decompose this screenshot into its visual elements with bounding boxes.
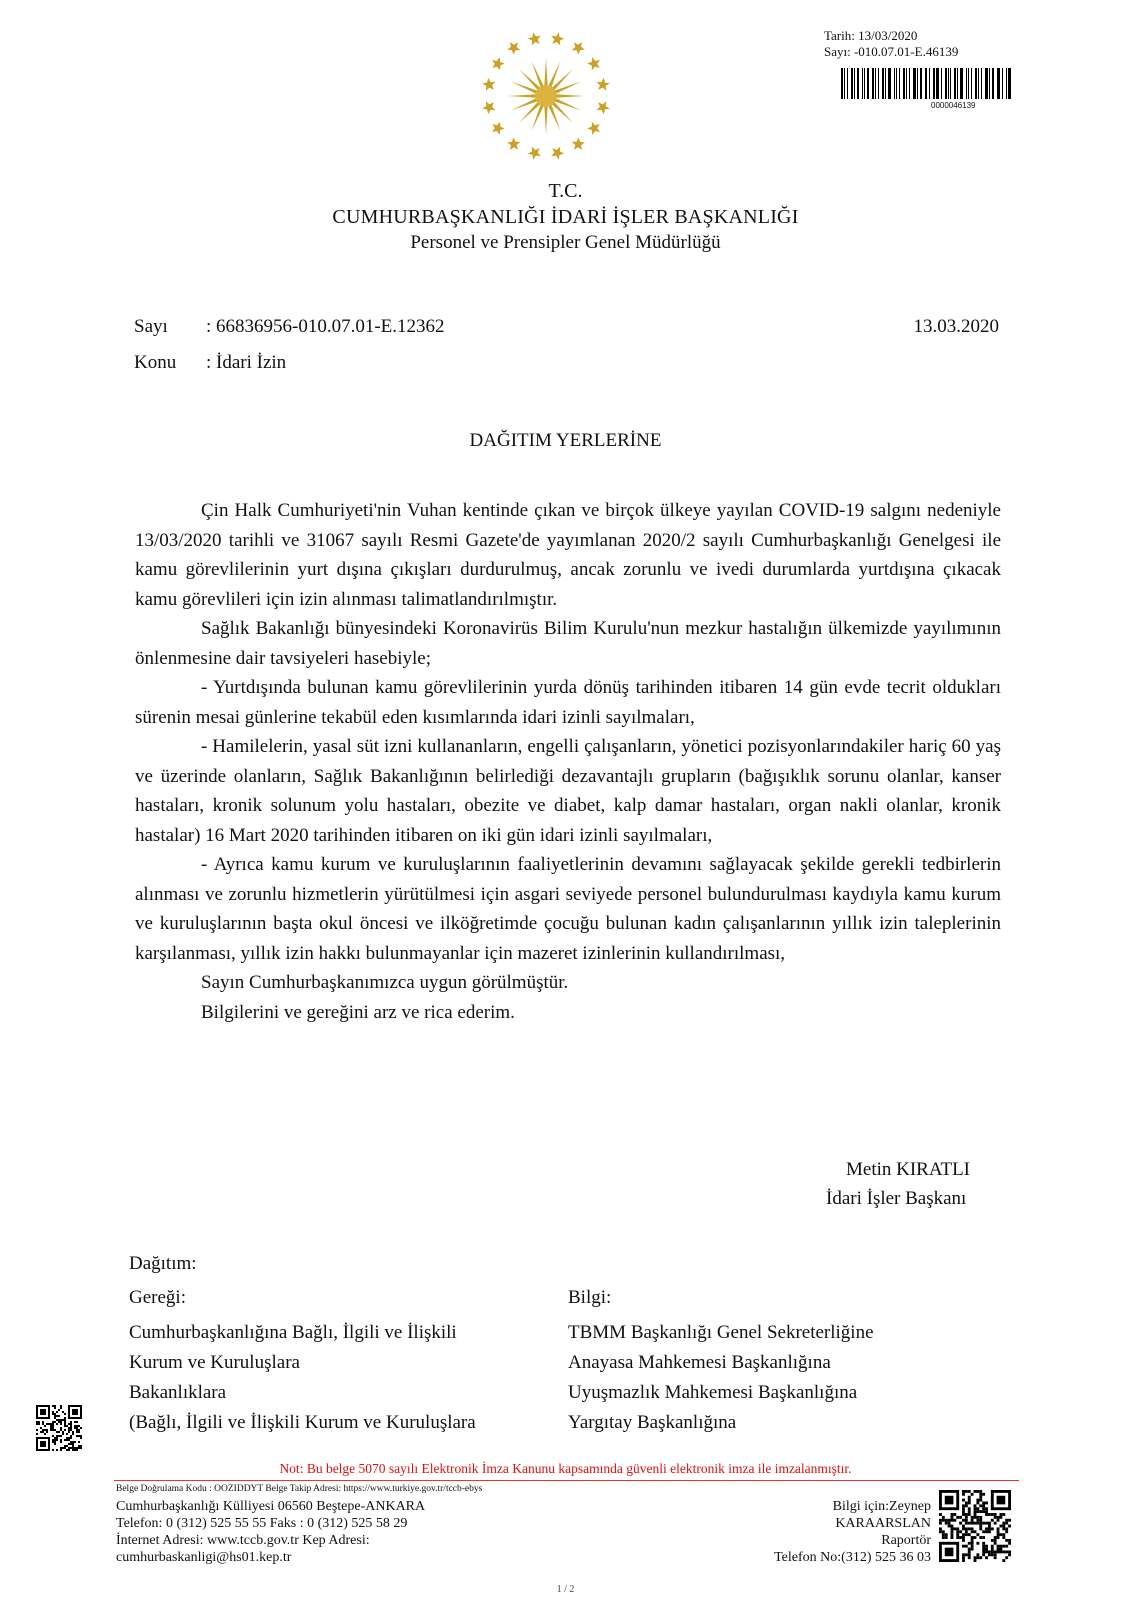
info-label: Bilgi için:Zeynep	[832, 1499, 931, 1514]
paragraph-7: Bilgilerini ve gereğini arz ve rica ederim.	[201, 1001, 515, 1023]
star-icon	[551, 32, 564, 45]
star-icon	[587, 122, 600, 135]
star-icon	[551, 147, 564, 160]
star-icon	[572, 137, 585, 150]
list-item: Uyuşmazlık Mahkemesi Başkanlığına	[568, 1382, 858, 1403]
divider-line	[114, 1480, 1019, 1481]
konu-value: : İdari İzin	[206, 352, 287, 373]
star-icon	[482, 78, 495, 91]
list-item: Cumhurbaşkanlığına Bağlı, İlgili ve İlişkili	[129, 1322, 457, 1343]
barcode	[841, 68, 1013, 99]
signature-title: İdari İşler Başkanı	[826, 1188, 967, 1209]
document-stamp	[824, 28, 1024, 60]
paragraph-1: Çin Halk Cumhuriyeti'nin Vuhan kentinde çıkan ve birçok ülkeye yayılan COVID-19 salgını nedeniyle 13/03/2020 tarihli ve 31067 sayılı Resmi Gazete'de yayımlanan 2020/2 sayılı Cumhurbaşkanlığı Genelgesi ile kamu görevlilerinin yurt dışına çıkışları durdurulmuş, ancak zorunlu ve ivedi durumlarda yurtdışına çıkacak kamu görevlileri için izin alınması talimatlandırılmıştır.	[135, 500, 1001, 610]
star-icon	[587, 57, 600, 70]
list-item: TBMM Başkanlığı Genel Sekreterliğine	[568, 1322, 874, 1343]
star-icon	[492, 57, 505, 70]
letter-body	[135, 496, 1001, 1027]
list-item: Anayasa Mahkemesi Başkanlığına	[568, 1352, 831, 1373]
star-icon	[597, 101, 610, 114]
info-phone: Telefon No:(312) 525 36 03	[774, 1550, 931, 1565]
paragraph-6: Sayın Cumhurbaşkanımızca uygun görülmüştür.	[201, 972, 569, 993]
qr-code-left	[36, 1405, 82, 1451]
stamp-number: Sayı: -010.07.01-E.46139	[824, 44, 959, 59]
konu-label: Konu	[134, 352, 177, 373]
signature-name: Metin KIRATLI	[846, 1159, 971, 1180]
info-name: KARAARSLAN	[835, 1516, 931, 1531]
qr-code-right	[939, 1490, 1011, 1562]
star-icon	[482, 101, 495, 114]
bilgi-list	[568, 1318, 1008, 1438]
list-item: Yargıtay Başkanlığına	[568, 1412, 737, 1433]
footer-info	[774, 1498, 931, 1566]
sayi-value: : 66836956-010.07.01-E.12362	[206, 316, 445, 337]
list-item: Bakanlıklara	[129, 1382, 227, 1403]
footer-address: Cumhurbaşkanlığı Külliyesi 06560 Beştepe-ANKARA	[116, 1499, 426, 1514]
header-institution: CUMHURBAŞKANLIĞI İDARİ İŞLER BAŞKANLIĞI	[332, 206, 799, 228]
star-icon	[528, 32, 541, 45]
sayi-label: Sayı	[134, 316, 168, 337]
paragraph-2: Sağlık Bakanlığı bünyesindeki Koronavirüs Bilim Kurulu'nun mezkur hastalığın ülkemizde yayılımının önlenmesine dair tavsiyeleri hasebiyle;	[135, 618, 1001, 669]
footer-web: İnternet Adresi: www.tccb.gov.tr Kep Adresi:	[116, 1533, 370, 1548]
distribution-label: Dağıtım:	[129, 1253, 197, 1274]
document-date: 13.03.2020	[913, 316, 999, 337]
barcode-number: 0000046139	[931, 101, 976, 110]
gerek-label: Gereği:	[129, 1287, 186, 1308]
star-icon	[572, 42, 585, 55]
presidential-emblem	[478, 28, 614, 164]
footer-contact	[116, 1498, 425, 1566]
header-tc: T.C.	[548, 180, 583, 202]
addressee: DAĞITIM YERLERİNE	[469, 430, 662, 451]
page-number: 1 / 2	[556, 1584, 575, 1595]
stamp-date: Tarih: 13/03/2020	[824, 28, 918, 43]
bilgi-label: Bilgi:	[568, 1287, 612, 1308]
paragraph-3: - Yurtdışında bulunan kamu görevlilerinin yurda dönüş tarihinden itibaren 14 gün evde tecrit oldukları sürenin mesai günlerine tekabül eden kısımlarında idari izinli sayılmaları,	[135, 677, 1001, 728]
star-icon	[528, 147, 541, 160]
paragraph-4: - Hamilelerin, yasal süt izni kullananların, engelli çalışanların, yönetici pozisyonlarındakiler hariç 60 yaş ve üzerinde olanların, Sağlık Bakanlığının belirlediği dezavantajlı grupların (bağışıklık sorunu olanlar, kanser hastaları, kronik solunum yolu hastaları, obezite ve diabet, kalp damar hastaları, organ nakli olanlar, kronik hastalar) 16 Mart 2020 tarihinden itibaren on iki gün idari izinli sayılmaları,	[135, 736, 1001, 846]
star-icon	[507, 137, 520, 150]
star-icon	[492, 122, 505, 135]
list-item: Kurum ve Kuruluşlara	[129, 1352, 300, 1373]
star-icon	[597, 78, 610, 91]
e-signature-notice: Not: Bu belge 5070 sayılı Elektronik İmza Kanunu kapsamında güvenli elektronik imza ile imzalanmıştır.	[279, 1461, 852, 1476]
footer-phone: Telefon: 0 (312) 525 55 55 Faks : 0 (312) 525 58 29	[116, 1516, 408, 1531]
gerek-list	[129, 1318, 559, 1438]
footer-kep: cumhurbaskanligi@hs01.kep.tr	[116, 1550, 292, 1565]
paragraph-5: - Ayrıca kamu kurum ve kuruluşlarının faaliyetlerinin devamını sağlayacak şekilde gerekli tedbirlerin alınması ve zorunlu hizmetlerin yürütülmesi için asgari seviyede personel bulundurulması kaydıyla kamu kurum ve kuruluşlarının başta okul öncesi ve ilköğretimde çocuğu bulunan kadın çalışanlarının yıllık izin taleplerinin karşılanması, yıllık izin hakkı bulunmayanlar için mazeret izinlerinin kullandırılması,	[135, 854, 1001, 964]
header-department: Personel ve Prensipler Genel Müdürlüğü	[410, 232, 721, 253]
verification-line: Belge Doğrulama Kodu : OOZIDDYT Belge Takip Adresi: https://www.turkiye.gov.tr/tccb-ebys	[116, 1484, 483, 1494]
star-icon	[507, 42, 520, 55]
list-item: (Bağlı, İlgili ve İlişkili Kurum ve Kuruluşlara	[129, 1412, 476, 1433]
info-role: Raportör	[881, 1533, 931, 1548]
